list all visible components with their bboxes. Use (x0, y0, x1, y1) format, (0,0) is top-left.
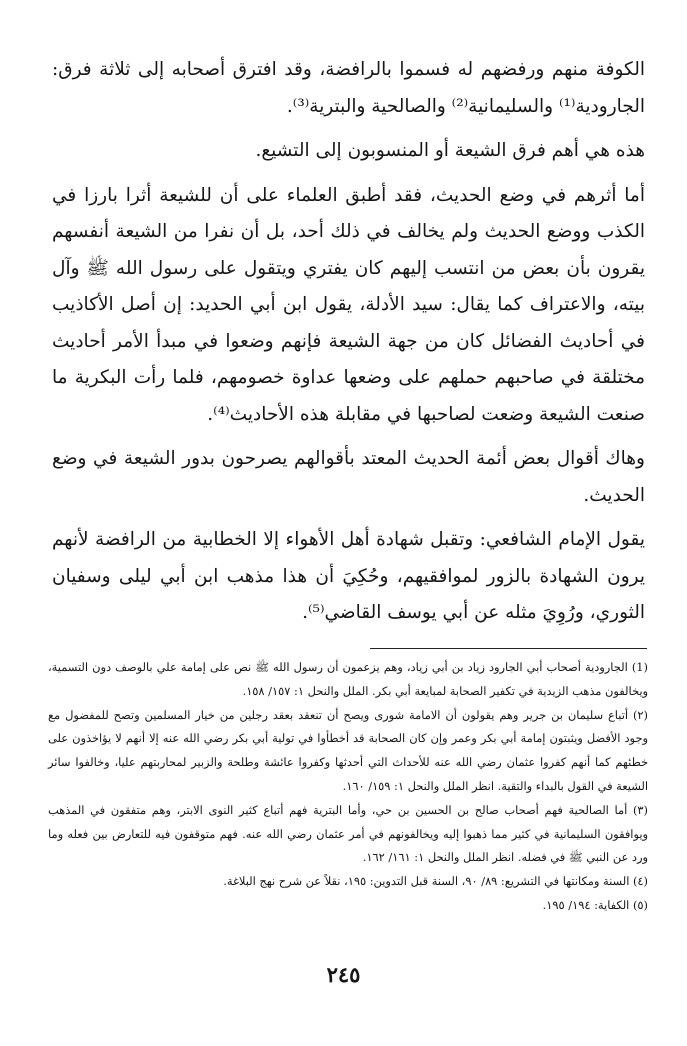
footnote: (٤) السنة ومكانتها في التشريع: ٨٩/ ٩٠، السنة قبل التدوين: ١٩٥، نقلاً عن شرح نهج البلاغة. (223, 874, 648, 889)
main-text (52, 52, 645, 632)
paragraph-shafii-quote: يقول الإمام الشافعي: وتقبل شهادة أهل الأهواء إلا الخطابية من الرافضة لأنهم يرون الشهادة بالزور لموافقيهم، وحُكِيَ أن هذا مذهب ابن أبي ليلى وسفيان الثوري، ورُوِيَ مثله عن أبي يوسف القاضي⁽⁵⁾. (52, 529, 645, 623)
footnote: (1) الجارودية أصحاب أبي الجارود زياد بن أبي زياد، وهم يزعمون أن رسول الله ﷺ نص على إمامة علي بالوصف دون التسمية، ويخالفون مذهب الزيدية في تكفير الصحابة لمبايعة أبي بكر. الملل والنحل ١: ١٥٧/ ١٥٨. (48, 660, 648, 698)
footnote-separator (370, 648, 647, 649)
paragraph-sects: الكوفة منهم ورفضهم له فسموا بالرافضة، وقد افترق أصحابه إلى ثلاثة فرق: الجارودية⁽¹⁾ والسليمانية⁽²⁾ والصالحية والبترية⁽³⁾. (52, 59, 645, 117)
paragraph-imams-statements: وهاك أقوال بعض أئمة الحديث المعتد بأقوالهم يصرحون بدور الشيعة في وضع الحديث. (52, 448, 645, 506)
footnote: (٣) أما الصالحية فهم أصحاب صالح بن الحسين بن حي، وأما البترية فهم أتباع كثير النوى الابتر، وهم متفقون في المذهب ويوافقون السليمانية في كثير مما ذهبوا إليه ويخالفونهم في أمر عثمان رضي الله عنه. فهم متوقفون فيه للتعارض بين فعله وما ورد عن النبي ﷺ في فضله. انظر الملل والنحل ١: ١٦١/ ١٦٢. (48, 802, 648, 865)
paragraph-summary: هذه هي أهم فرق الشيعة أو المنسوبون إلى التشيع. (255, 140, 645, 161)
footnotes (48, 656, 648, 918)
footnote: (٢) أتباع سليمان بن جرير وهم يقولون أن الامامة شورى ويصح أن تنعقد بعقد رجلين من خيار المسلمين وتصح للمفضول مع وجود الأفضل ويثبتون إمامة أبي بكر وعمر وإن كان الصحابة قد أخطأوا في تولية أبي بكر رضي الله عنه إلا أنهم لا يؤاخذون على خطئهم كما أنهم كفروا عثمان رضي الله عنه للأحداث التي أحدثها وكفروا عائشة وطلحة والزبير لمحاربتهم عليا، وخالفوا سائر الشيعة في القول بالبداء والتقية. انظر الملل والنحل ١: ١٥٩/ ١٦٠. (48, 707, 648, 793)
page-number: ٢٤٥ (326, 962, 361, 987)
paragraph-hadith-forgery: أما أثرهم في وضع الحديث، فقد أطبق العلماء على أن للشيعة أثرا بارزا في الكذب ووضع الحديث ولم يخالف في ذلك أحد، بل أن نفرا من الشيعة أنفسهم يقرون بأن بعض من انتسب إليهم كان يفتري ويتقول على رسول الله ﷺ وآل بيته، والاعتراف كما يقال: سيد الأدلة، يقول ابن أبي الحديد: إن أصل الأكاذيب في أحاديث الفضائل كان من جهة الشيعة فإنهم وضعوا في مبدأ الأمر أحاديث مختلقة في صاحبهم حملهم على وضعها عداوة خصومهم، فلما رأت البكرية ما صنعت الشيعة وضعت لصاحبها في مقابلة هذه الأحاديث⁽⁴⁾. (52, 184, 645, 425)
footnote: (٥) الكفاية: ١٩٤/ ١٩٥. (542, 897, 648, 912)
